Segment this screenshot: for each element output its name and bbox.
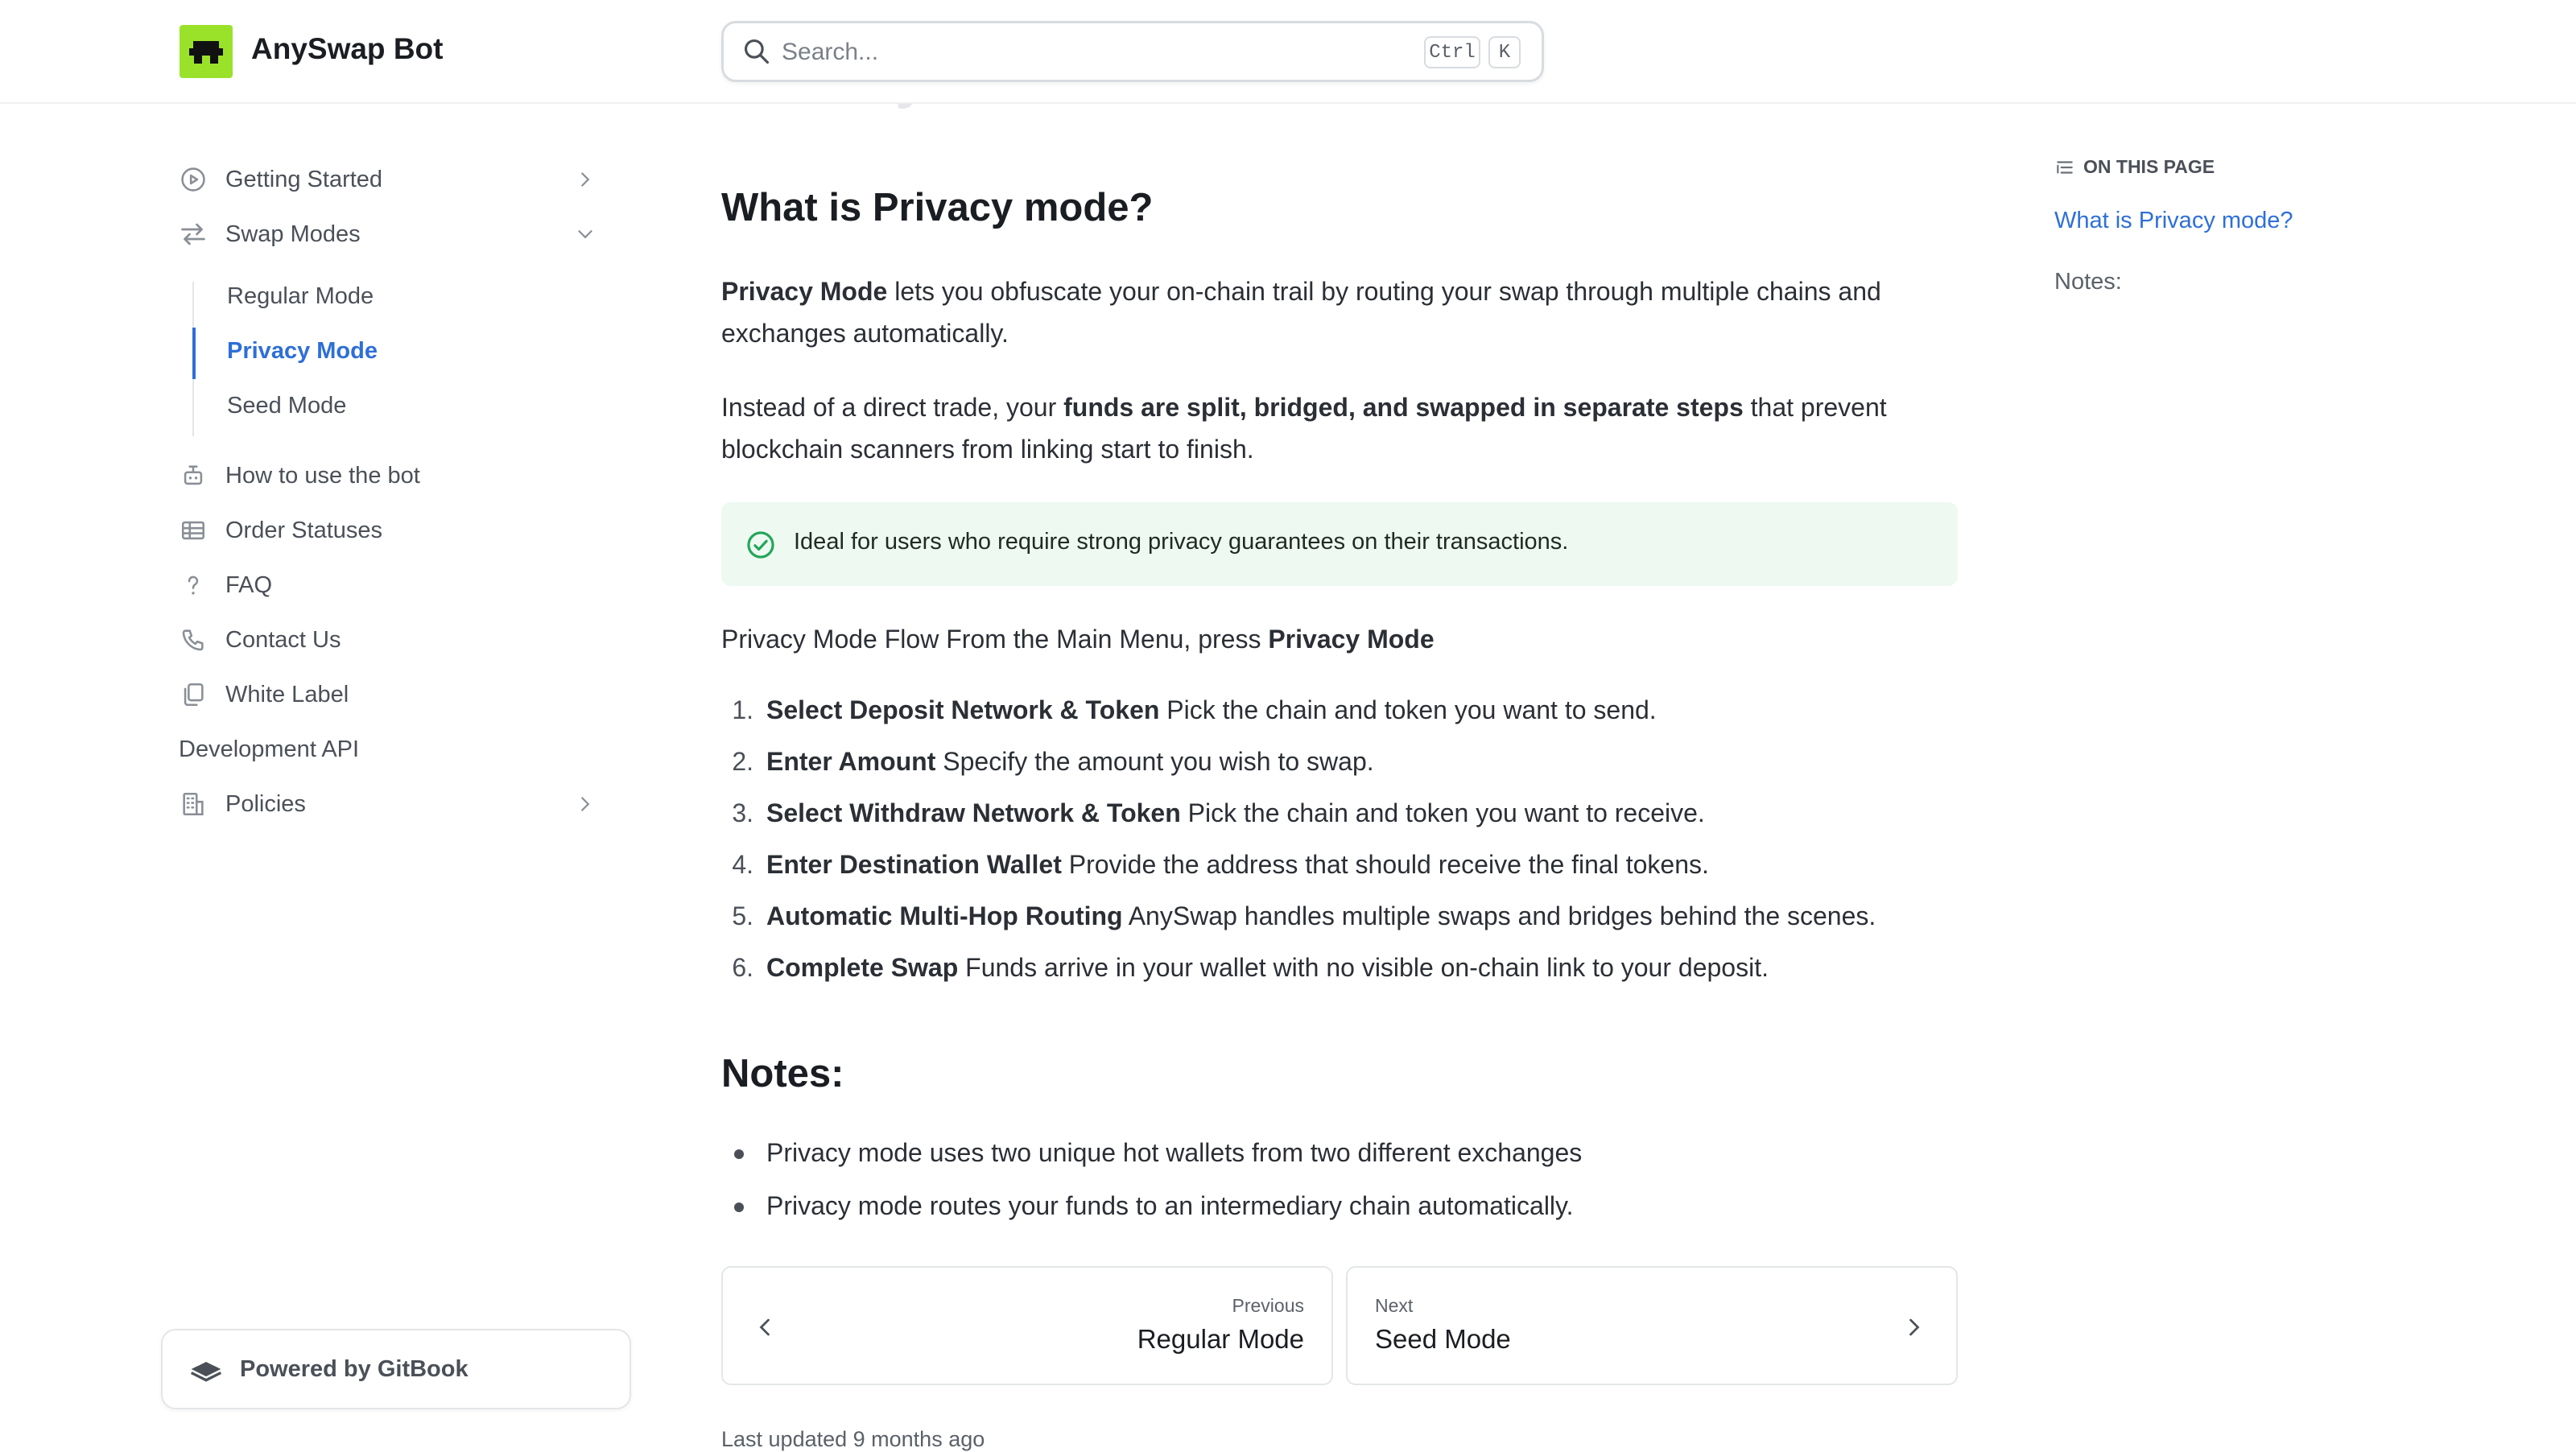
- list-item: [721, 953, 1769, 983]
- paragraph-text: Instead of a direct trade, your: [721, 393, 1064, 422]
- search-icon: [741, 36, 772, 67]
- gitbook-icon: [188, 1351, 224, 1387]
- step-title: Select Deposit Network & Token: [766, 695, 1160, 724]
- sidebar-item-label: Contact Us: [225, 626, 341, 653]
- toc-item-notes[interactable]: Notes:: [2054, 269, 2122, 295]
- intro-paragraph: [721, 270, 1961, 354]
- sidebar-item-label: White Label: [225, 681, 349, 707]
- sidebar-item-policies[interactable]: [179, 781, 605, 827]
- toc-heading: [2054, 156, 2215, 178]
- sidebar-subitem-regular-mode[interactable]: Regular Mode: [227, 283, 374, 309]
- swap-arrows-icon: [179, 220, 208, 249]
- list-item: [721, 901, 1876, 931]
- list-item: [721, 798, 1705, 828]
- sidebar-subitem-seed-mode[interactable]: Seed Mode: [227, 393, 347, 419]
- sidebar-item-label: Order Statuses: [225, 517, 383, 543]
- phone-icon: [179, 625, 208, 654]
- flow-paragraph: [721, 618, 1961, 660]
- list-number: 6.: [732, 953, 753, 982]
- chevron-right-icon: [573, 167, 597, 192]
- list-number: 5.: [732, 901, 753, 930]
- subnav-active-indicator: [192, 328, 196, 379]
- sidebar-item-faq[interactable]: [179, 562, 605, 608]
- shortcut-key-k: K: [1488, 36, 1521, 68]
- search-bar[interactable]: [721, 21, 1544, 82]
- previous-title: Regular Mode: [1137, 1324, 1304, 1354]
- paragraph-text: that prevent blockchain scanners from linking start to finish.: [721, 393, 1887, 464]
- step-text: Pick the chain and token you want to receive.: [1180, 798, 1705, 827]
- list-number: 2.: [732, 747, 753, 776]
- heading-notes: Notes:: [721, 1052, 844, 1095]
- chevron-right-icon: [1900, 1313, 1929, 1342]
- next-page-link[interactable]: [1346, 1266, 1958, 1385]
- sidebar-item-getting-started[interactable]: [179, 156, 605, 203]
- copy-icon: [179, 680, 208, 709]
- paragraph-text: lets you obfuscate your on-chain trail by routing your swap through multiple chains and exchanges automatically.: [721, 277, 1881, 348]
- shortcut-key-ctrl: Ctrl: [1424, 36, 1480, 68]
- chevron-left-icon: [750, 1313, 779, 1342]
- top-header: [0, 0, 2576, 104]
- bullet-dot: [734, 1202, 744, 1212]
- step-title: Automatic Multi-Hop Routing: [766, 901, 1123, 930]
- sidebar-item-order-statuses[interactable]: [179, 507, 605, 554]
- bold-text: funds are split, bridged, and swapped in separate steps: [1063, 393, 1744, 422]
- powered-by-label: Powered by GitBook: [240, 1355, 469, 1382]
- bullet-dot: [734, 1149, 744, 1159]
- bold-text: Privacy Mode: [721, 277, 888, 306]
- chevron-right-icon: [573, 792, 597, 816]
- step-text: AnySwap handles multiple swaps and bridges behind the scenes.: [1122, 901, 1876, 930]
- table-icon: [179, 516, 208, 545]
- search-input[interactable]: [780, 31, 1266, 73]
- paragraph-text: Privacy Mode Flow From the Main Menu, press: [721, 625, 1269, 654]
- list-number: 4.: [732, 850, 753, 879]
- step-title: Select Withdraw Network & Token: [766, 798, 1181, 827]
- check-circle-icon: [745, 530, 776, 560]
- brand-logo-icon[interactable]: [180, 25, 233, 78]
- sidebar-item-swap-modes[interactable]: [179, 211, 605, 258]
- step-title: Enter Destination Wallet: [766, 850, 1062, 879]
- robot-icon: [179, 461, 208, 490]
- list-item: [721, 747, 1374, 777]
- last-updated: Last updated 9 months ago: [721, 1427, 985, 1451]
- sidebar-item-label: Development API: [179, 736, 360, 762]
- detail-paragraph: [721, 386, 1961, 470]
- step-title: Complete Swap: [766, 953, 959, 982]
- success-hint-box: [721, 502, 1958, 586]
- sidebar-item-label: Policies: [225, 790, 306, 817]
- brand-name[interactable]: AnySwap Bot: [251, 32, 444, 65]
- list-number: 1.: [732, 695, 753, 724]
- toc-heading-label: ON THIS PAGE: [2083, 156, 2215, 177]
- step-text: Specify the amount you wish to swap.: [935, 747, 1374, 776]
- sidebar-item-contact-us[interactable]: [179, 617, 605, 663]
- hint-text: Ideal for users who require strong privacy guarantees on their transactions.: [794, 529, 1569, 555]
- list-item: Privacy mode routes your funds to an intermediary chain automatically.: [766, 1191, 1574, 1220]
- next-title: Seed Mode: [1375, 1324, 1511, 1354]
- sidebar-item-label: Getting Started: [225, 166, 383, 192]
- sidebar-item-white-label[interactable]: [179, 671, 605, 718]
- previous-label: Previous: [1232, 1295, 1304, 1316]
- step-text: Funds arrive in your wallet with no visible on-chain link to your deposit.: [958, 953, 1769, 982]
- building-icon: [179, 790, 208, 819]
- question-icon: [179, 571, 208, 600]
- chevron-down-icon: [573, 222, 597, 246]
- sidebar-item-how-to-use[interactable]: [179, 452, 605, 499]
- sidebar-subitem-privacy-mode[interactable]: Privacy Mode: [227, 338, 378, 364]
- next-label: Next: [1375, 1295, 1414, 1316]
- bold-text: Privacy Mode: [1268, 625, 1435, 654]
- previous-page-link[interactable]: [721, 1266, 1333, 1385]
- step-text: Provide the address that should receive the final tokens.: [1061, 850, 1709, 879]
- play-circle-icon: [179, 165, 208, 194]
- sidebar-item-label: FAQ: [225, 571, 273, 598]
- sidebar-item-label: How to use the bot: [225, 462, 420, 489]
- list-item: [721, 850, 1709, 880]
- heading-what-is-privacy-mode: What is Privacy mode?: [721, 186, 1154, 229]
- toc-item-what-is-privacy-mode[interactable]: What is Privacy mode?: [2054, 208, 2293, 233]
- list-item: [721, 695, 1657, 725]
- powered-by-gitbook[interactable]: [161, 1329, 631, 1409]
- step-title: Enter Amount: [766, 747, 936, 776]
- list-number: 3.: [732, 798, 753, 827]
- sidebar-item-label: Swap Modes: [225, 221, 361, 247]
- sidebar-item-development-api[interactable]: [179, 726, 605, 773]
- step-text: Pick the chain and token you want to send.: [1159, 695, 1657, 724]
- list-item: Privacy mode uses two unique hot wallets from two different exchanges: [766, 1138, 1583, 1167]
- list-icon: [2054, 157, 2075, 178]
